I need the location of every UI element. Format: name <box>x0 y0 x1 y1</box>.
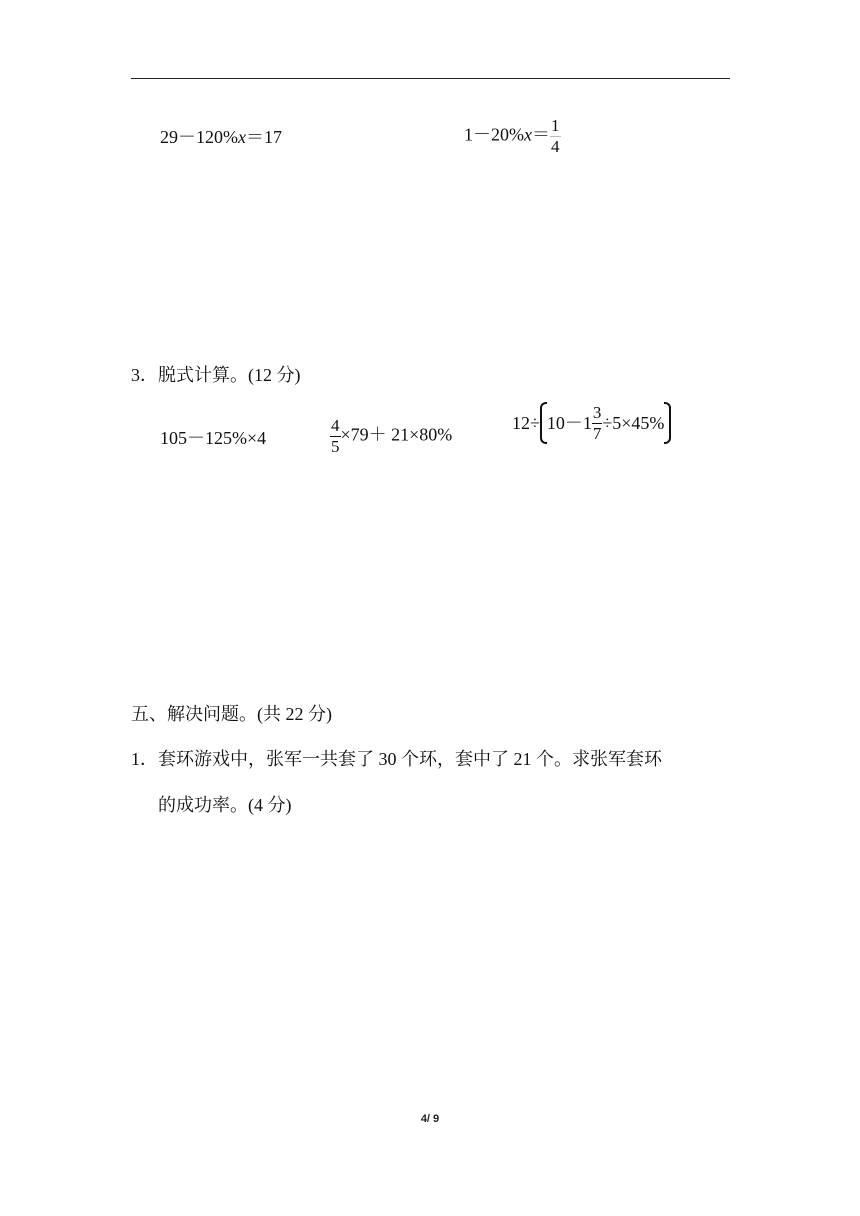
expression-1: 105－125%×4 <box>160 428 267 448</box>
expression-3-fraction <box>592 403 603 444</box>
equation-1 <box>160 126 282 148</box>
equation-1-variable: x <box>238 127 246 147</box>
expression-3-prefix: 12÷ <box>512 413 540 433</box>
page-number: 4/ 9 <box>420 1113 440 1125</box>
expression-3-numerator: 3 <box>592 402 602 422</box>
expression-3 <box>512 402 671 444</box>
header-rule <box>131 78 730 79</box>
problem-1-line-1: 1．套环游戏中，张军一共套了 30 个环，套中了 21 个。求张军套环 <box>131 749 662 769</box>
left-bracket-icon <box>540 402 547 444</box>
section-5-heading: 五、解决问题。(共 22 分) <box>131 704 332 724</box>
expression-3-inner-a: 10－1 <box>546 413 592 433</box>
expression-2-rest: ×79＋ 21×80% <box>340 424 453 445</box>
equation-2 <box>464 116 561 157</box>
section-3-heading: 3．脱式计算。(12 分) <box>131 365 301 385</box>
equation-2-denominator: 4 <box>551 137 560 156</box>
expression-2-numerator: 4 <box>331 416 340 435</box>
equation-2-left: 1－20% <box>464 124 524 145</box>
equation-1-left: 29－120% <box>160 127 238 147</box>
equation-2-equals: ＝ <box>532 124 550 145</box>
expression-3-inner-b: ÷5×45% <box>602 413 665 433</box>
expression-2 <box>330 416 452 457</box>
expression-3-denominator: 7 <box>592 423 602 443</box>
right-bracket-icon <box>664 402 671 444</box>
expression-2-fraction <box>330 416 341 457</box>
problem-1-line-2: 的成功率。(4 分) <box>158 795 292 815</box>
expression-2-denominator: 5 <box>331 437 340 456</box>
equation-2-fraction <box>550 116 561 157</box>
equation-1-right: ＝17 <box>246 127 282 147</box>
equation-2-variable: x <box>524 124 532 145</box>
equation-2-numerator: 1 <box>551 116 560 135</box>
